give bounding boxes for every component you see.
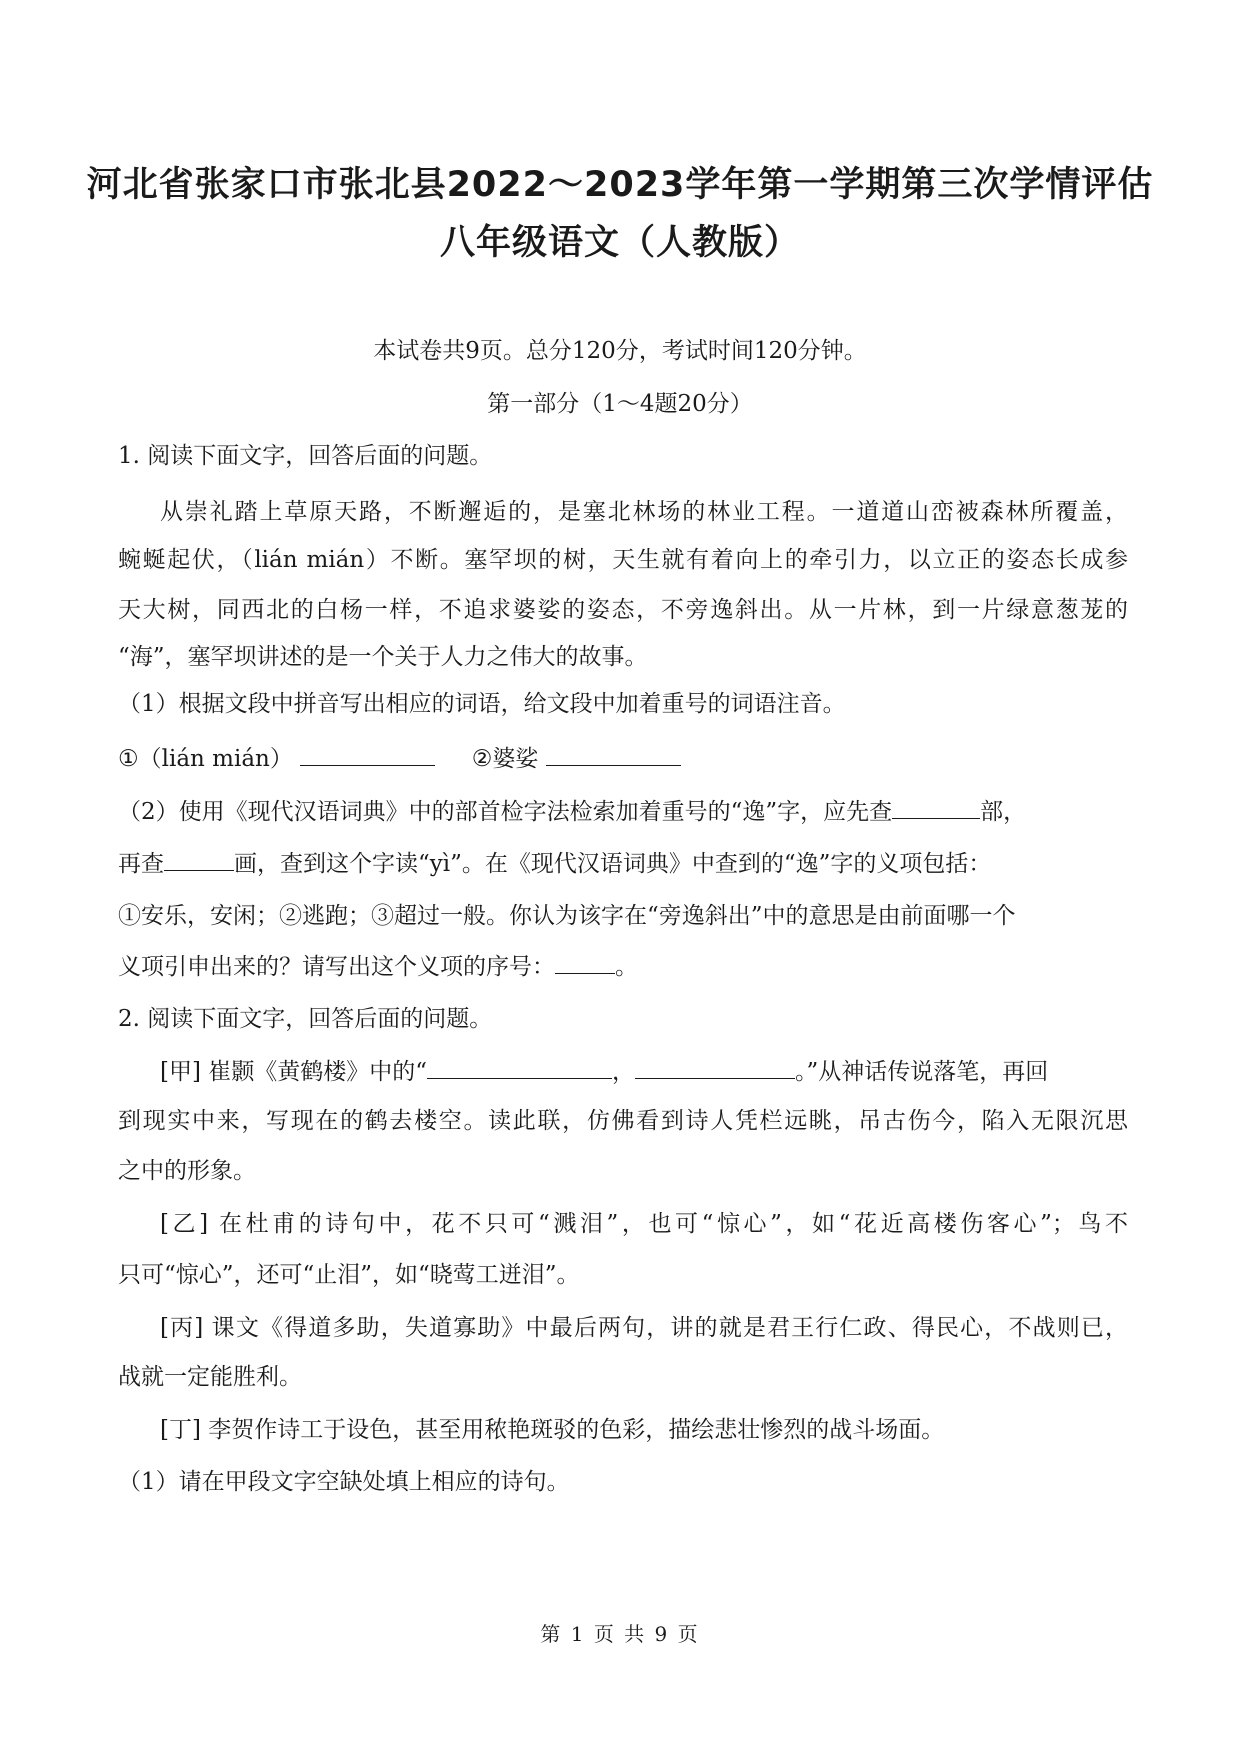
q2-jia-line3: 之中的形象。 — [118, 1158, 256, 1184]
q1-sub1-item2-label: ②婆娑 — [471, 746, 539, 772]
answer-blank[interactable] — [892, 798, 980, 819]
q2-bing-line2: 战就一定能胜利。 — [118, 1364, 302, 1390]
exam-subtitle: 八年级语文（人教版） — [439, 223, 800, 263]
q2-bing-line1: [丙] 课文《得道多助，失道寡助》中最后两句，讲的就是君王行仁政、得民心，不战则已， — [160, 1315, 1128, 1341]
q2-yi-line2: 只可“惊心”，还可“止泪”，如“晓莺工迸泪”。 — [118, 1262, 580, 1288]
q1-passage-line: 从崇礼踏上草原天路，不断邂逅的，是塞北林场的林业工程。一道道山峦被森林所覆盖， — [160, 499, 1128, 525]
q1-sub2-line4 — [118, 948, 1128, 981]
answer-blank[interactable] — [427, 1058, 612, 1079]
q1-sub2-line3: ①安乐，安闲；②逃跑；③超过一般。你认为该字在“旁逸斜出”中的意思是由前面哪一个 — [118, 903, 1016, 929]
q1-sub2-text: 。 — [615, 954, 638, 980]
q2-stem: 2. 阅读下面文字，回答后面的问题。 — [118, 1006, 493, 1032]
q2-jia-line2: 到现实中来，写现在的鹤去楼空。读此联，仿佛看到诗人凭栏远眺，吊古伤今，陷入无限沉思 — [118, 1108, 1128, 1134]
q2-yi-line1: [乙] 在杜甫的诗句中，花不只可“溅泪”，也可“惊心”，如“花近高楼伤客心”；鸟不 — [160, 1211, 1128, 1237]
q1-sub2-text: 义项引申出来的？请写出这个义项的序号： — [118, 954, 555, 980]
q1-sub2-line1 — [118, 793, 1128, 826]
q1-sub2-line2 — [118, 845, 1128, 878]
answer-blank[interactable] — [546, 745, 681, 766]
q1-passage-line: 天大树，同西北的白杨一样，不追求婆娑的姿态，不旁逸斜出。从一片林，到一片绿意葱茏的 — [118, 597, 1128, 623]
q1-passage-line: “海”，塞罕坝讲述的是一个关于人力之伟大的故事。 — [118, 644, 648, 670]
q2-sub1: （1）请在甲段文字空缺处填上相应的诗句。 — [118, 1469, 570, 1495]
part-heading: 第一部分（1～4题20分） — [487, 391, 753, 417]
q2-jia-text: [甲] 崔颢《黄鹤楼》中的“ — [160, 1059, 428, 1085]
exam-title: 河北省张家口市张北县2022～2023学年第一学期第三次学情评估 — [86, 165, 1154, 205]
q1-sub1-item1-label: ①（lián mián） — [118, 746, 293, 772]
q2-jia-line1 — [160, 1053, 1128, 1086]
q1-sub2-text: 画，查到这个字读“yì”。在《现代汉语词典》中查到的“逸”字的义项包括： — [234, 851, 992, 877]
q1-sub1: （1）根据文段中拼音写出相应的词语，给文段中加着重号的词语注音。 — [118, 691, 846, 717]
page-footer: 第 1 页 共 9 页 — [540, 1622, 700, 1646]
q1-sub2-text: 再查 — [118, 851, 164, 877]
exam-info: 本试卷共9页。总分120分，考试时间120分钟。 — [373, 338, 867, 364]
q1-sub2-text: 部， — [980, 799, 1027, 825]
q2-ding-line1: [丁] 李贺作诗工于设色，甚至用秾艳斑驳的色彩，描绘悲壮惨烈的战斗场面。 — [160, 1417, 945, 1443]
q1-stem: 1. 阅读下面文字，回答后面的问题。 — [118, 443, 493, 469]
q2-jia-text: ， — [612, 1059, 636, 1085]
answer-blank[interactable] — [164, 850, 234, 871]
q1-sub1-answers — [118, 740, 1128, 773]
q1-sub2-text: （2）使用《现代汉语词典》中的部首检字法检索加着重号的“逸”字，应先查 — [118, 799, 893, 825]
answer-blank[interactable] — [300, 745, 435, 766]
answer-blank[interactable] — [635, 1058, 795, 1079]
q1-passage-line: 蜿蜒起伏，（lián mián）不断。塞罕坝的树，天生就有着向上的牵引力，以立正的姿态长成参 — [118, 547, 1128, 573]
answer-blank[interactable] — [555, 953, 615, 974]
q2-jia-text: 。”从神话传说落笔，再回 — [795, 1059, 1049, 1085]
